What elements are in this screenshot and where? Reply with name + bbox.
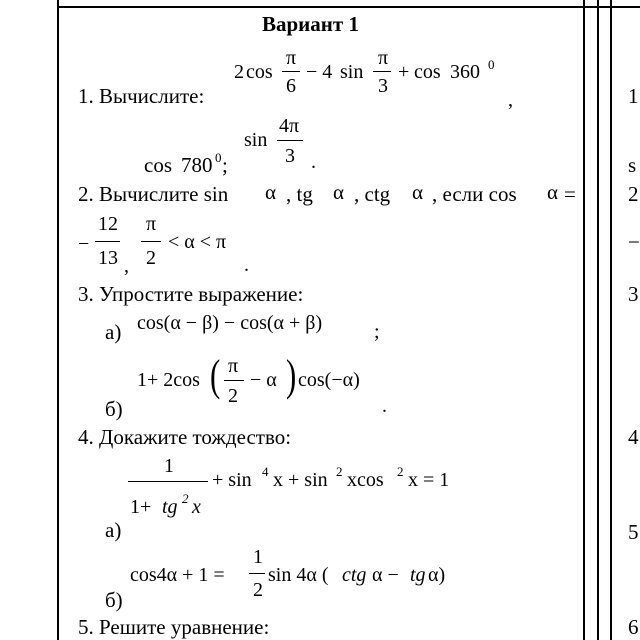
table-left-border <box>57 0 59 640</box>
task3-part-a-end: ; <box>374 321 380 343</box>
task3-label: 3. Упростите выражение: <box>78 282 304 306</box>
table-divider-3 <box>610 0 612 640</box>
task4-part-a-label: а) <box>105 518 122 542</box>
table-top-border-right <box>583 6 640 8</box>
task4-label: 4. Докажите тождество: <box>78 425 292 449</box>
task3-part-a-expr: cos(α − β) − cos(α + β) <box>137 312 323 334</box>
table-top-border <box>58 6 585 8</box>
table-divider-1 <box>583 0 585 640</box>
task5-label: 5. Решите уравнение: <box>78 615 270 639</box>
task3-part-b-label: б) <box>105 397 123 421</box>
task1-label: 1. Вычислите: <box>78 84 205 108</box>
task4-part-b-label: б) <box>105 588 123 612</box>
table-divider-2 <box>597 0 599 640</box>
task3-part-a-label: а) <box>105 320 122 344</box>
page-title: Вариант 1 <box>262 12 359 36</box>
